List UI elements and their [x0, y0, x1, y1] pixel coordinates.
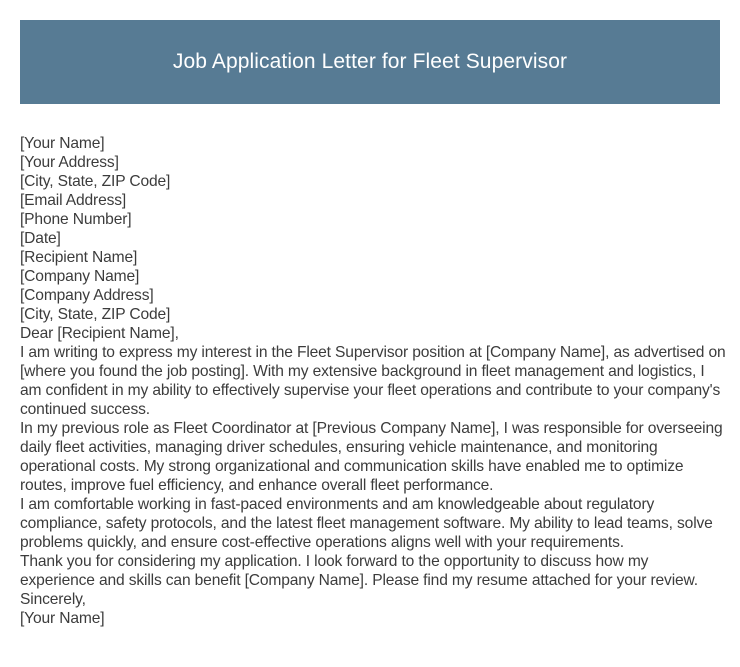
recipient-company-address: [Company Address]: [20, 287, 154, 304]
letter-body: [20, 134, 726, 628]
recipient-name: [Recipient Name]: [20, 249, 138, 266]
sender-phone: [Phone Number]: [20, 211, 132, 228]
sender-address: [Your Address]: [20, 154, 119, 171]
salutation: Dear [Recipient Name],: [20, 325, 179, 342]
paragraph-intro: I am writing to express my interest in the Fleet Supervisor position at [Company Name], as advertised on [where you found the job posting]. With my extensive background in fleet management and logistics, I am confident in my ability to effectively supervise your fleet operations and contribute to your company's continued success.: [20, 344, 726, 418]
signature: [Your Name]: [20, 610, 105, 627]
closing: Sincerely,: [20, 591, 86, 608]
paragraph-skills: I am comfortable working in fast-paced environments and am knowledgeable about regulatory compliance, safety protocols, and the latest fleet management software. My ability to lead teams, solve problems quickly, and ensure cost-effective operations aligns well with your requirements.: [20, 496, 713, 551]
sender-name: [Your Name]: [20, 135, 105, 152]
title-banner: [20, 20, 720, 104]
recipient-city-state-zip: [City, State, ZIP Code]: [20, 306, 171, 323]
sender-email: [Email Address]: [20, 192, 127, 209]
sender-city-state-zip: [City, State, ZIP Code]: [20, 173, 171, 190]
letter-date: [Date]: [20, 230, 61, 247]
paragraph-experience: In my previous role as Fleet Coordinator at [Previous Company Name], I was responsible for overseeing daily fleet activities, managing driver schedules, ensuring vehicle maintenance, and monitoring operational costs. My strong organizational and communication skills have enabled me to optimize routes, improve fuel efficiency, and enhance overall fleet performance.: [20, 420, 723, 494]
paragraph-closing: Thank you for considering my application. I look forward to the opportunity to discuss how my experience and skills can benefit [Company Name]. Please find my resume attached for your review.: [20, 553, 698, 589]
recipient-company: [Company Name]: [20, 268, 140, 285]
page-title: Job Application Letter for Fleet Supervisor: [172, 50, 568, 73]
